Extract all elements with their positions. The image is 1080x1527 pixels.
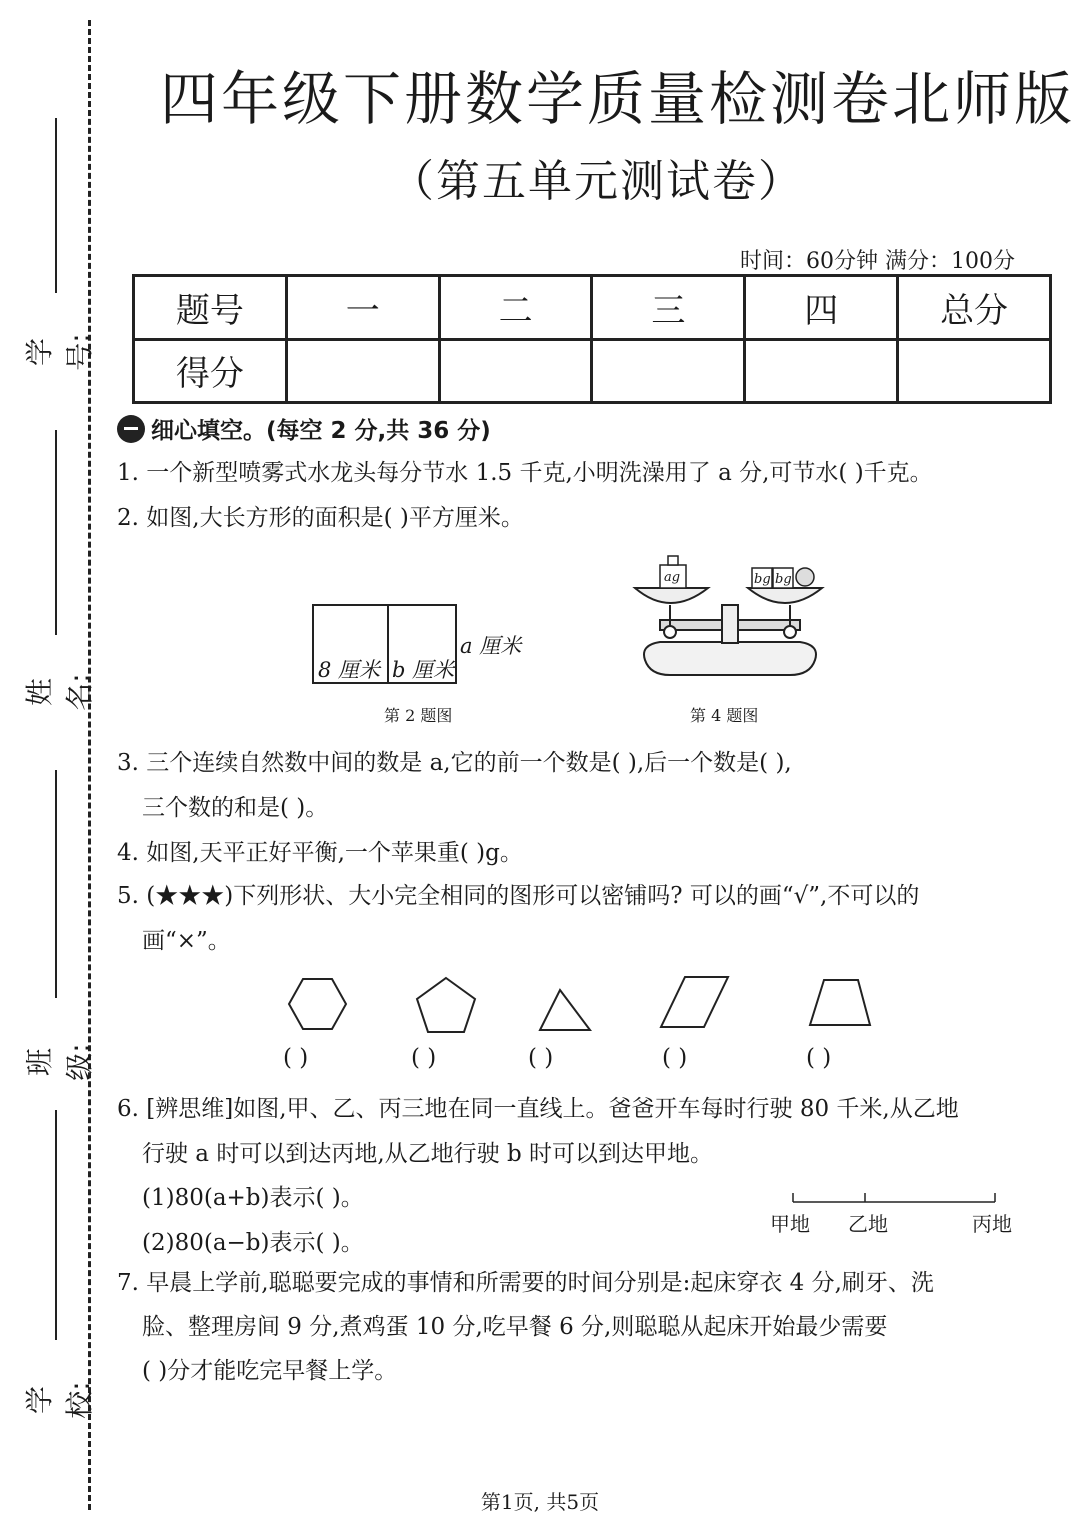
- question-7-line-2: 脸、整理房间 9 分,煮鸡蛋 10 分,吃早餐 6 分,则聪聪从起床开始最少需要: [142, 1314, 888, 1340]
- answer-blank-parallelogram[interactable]: ( ): [662, 1045, 688, 1071]
- score-entry-cell[interactable]: [592, 339, 745, 403]
- fig2-left-width-label: 8 厘米: [318, 658, 381, 682]
- answer-blank-trapezoid[interactable]: ( ): [806, 1045, 832, 1071]
- question-6-part-1: (1)80(a+b)表示( )。: [142, 1185, 364, 1211]
- binding-dashed-line: [88, 20, 91, 1510]
- score-table: [132, 274, 1052, 404]
- question-7-line-3: ( )分才能吃完早餐上学。: [142, 1358, 398, 1384]
- section-heading: [117, 412, 491, 445]
- hexagon-icon: [289, 979, 346, 1029]
- balance-scale-icon: [630, 550, 830, 695]
- student-id-line[interactable]: [55, 118, 57, 293]
- table-cell: 二: [439, 276, 592, 340]
- right-weight-label-1: bg: [754, 572, 771, 587]
- score-entry-cell[interactable]: [898, 339, 1051, 403]
- answer-blank-pentagon[interactable]: ( ): [411, 1045, 437, 1071]
- section-heading-text: 细心填空。(每空 2 分,共 36 分): [151, 418, 491, 444]
- question-3-line-2: 三个数的和是( )。: [142, 795, 329, 821]
- score-table-score-row: [134, 339, 1051, 403]
- school-line[interactable]: [55, 1110, 57, 1340]
- question-5-line-2: 画“×”。: [142, 928, 231, 954]
- page-number: 第1页, 共5页: [480, 1490, 600, 1514]
- question-6-line-2: 行驶 a 时可以到达丙地,从乙地行驶 b 时可以到达甲地。: [142, 1141, 713, 1167]
- class-label: 班级:: [23, 1043, 96, 1081]
- question-2: 2. 如图,大长方形的面积是( )平方厘米。: [117, 505, 524, 531]
- question-6-line-1: 6. [辨思维]如图,甲、乙、丙三地在同一直线上。爸爸开车每时行驶 80 千米,从乙地: [117, 1096, 959, 1122]
- fig2-caption: 第 2 题图: [384, 706, 453, 725]
- class-line[interactable]: [55, 770, 57, 998]
- table-cell: 得分: [134, 339, 287, 403]
- table-cell: 题号: [134, 276, 287, 340]
- answer-blank-hexagon[interactable]: ( ): [283, 1045, 309, 1071]
- question-7-line-1: 7. 早晨上学前,聪聪要完成的事情和所需要的时间分别是:起床穿衣 4 分,刷牙、洗: [117, 1270, 934, 1296]
- table-cell: 四: [745, 276, 898, 340]
- right-weight-label-2: bg: [775, 572, 792, 587]
- section-number-icon: [117, 415, 145, 443]
- pentagon-icon: [417, 978, 475, 1032]
- table-cell: 总分: [898, 276, 1051, 340]
- question-5-line-1: 5. (★★★)下列形状、大小完全相同的图形可以密铺吗? 可以的画“√”,不可以的: [117, 883, 920, 909]
- score-entry-cell[interactable]: [745, 339, 898, 403]
- table-cell: 三: [592, 276, 745, 340]
- point-jia-label: 甲地: [770, 1212, 810, 1236]
- table-cell: 一: [286, 276, 439, 340]
- page-subtitle: （第五单元测试卷）: [390, 156, 804, 207]
- tiling-shapes-figure: [280, 972, 900, 1042]
- score-table-header-row: [134, 276, 1051, 340]
- page-title: 四年级下册数学质量检测卷北师版: [160, 65, 1076, 133]
- score-entry-cell[interactable]: [439, 339, 592, 403]
- score-entry-cell[interactable]: [286, 339, 439, 403]
- left-weight-label: ag: [664, 570, 681, 585]
- point-bing-label: 丙地: [972, 1212, 1012, 1236]
- answer-blank-triangle[interactable]: ( ): [528, 1045, 554, 1071]
- parallelogram-icon: [661, 977, 728, 1027]
- point-yi-label: 乙地: [848, 1212, 888, 1236]
- name-line[interactable]: [55, 430, 57, 635]
- triangle-icon: [540, 990, 590, 1030]
- location-line-diagram: [785, 1188, 1005, 1208]
- fig2-right-width-label: b 厘米: [392, 658, 455, 682]
- name-label: 姓名:: [23, 673, 96, 711]
- fig4-caption: 第 4 题图: [690, 706, 759, 725]
- question-6-part-2: (2)80(a−b)表示( )。: [142, 1230, 364, 1256]
- student-id-label: 学号:: [23, 333, 96, 371]
- trapezoid-icon: [810, 980, 870, 1025]
- question-1: 1. 一个新型喷雾式水龙头每分节水 1.5 千克,小明洗澡用了 a 分,可节水( )千克。: [117, 460, 933, 486]
- school-label: 学校:: [23, 1381, 96, 1419]
- question-4: 4. 如图,天平正好平衡,一个苹果重( )g。: [117, 840, 523, 866]
- question-3-line-1: 3. 三个连续自然数中间的数是 a,它的前一个数是( ),后一个数是( ),: [117, 750, 792, 776]
- time-score-info: 时间：60分钟 满分：100分: [740, 249, 1015, 274]
- fig2-height-label: a 厘米: [460, 634, 522, 658]
